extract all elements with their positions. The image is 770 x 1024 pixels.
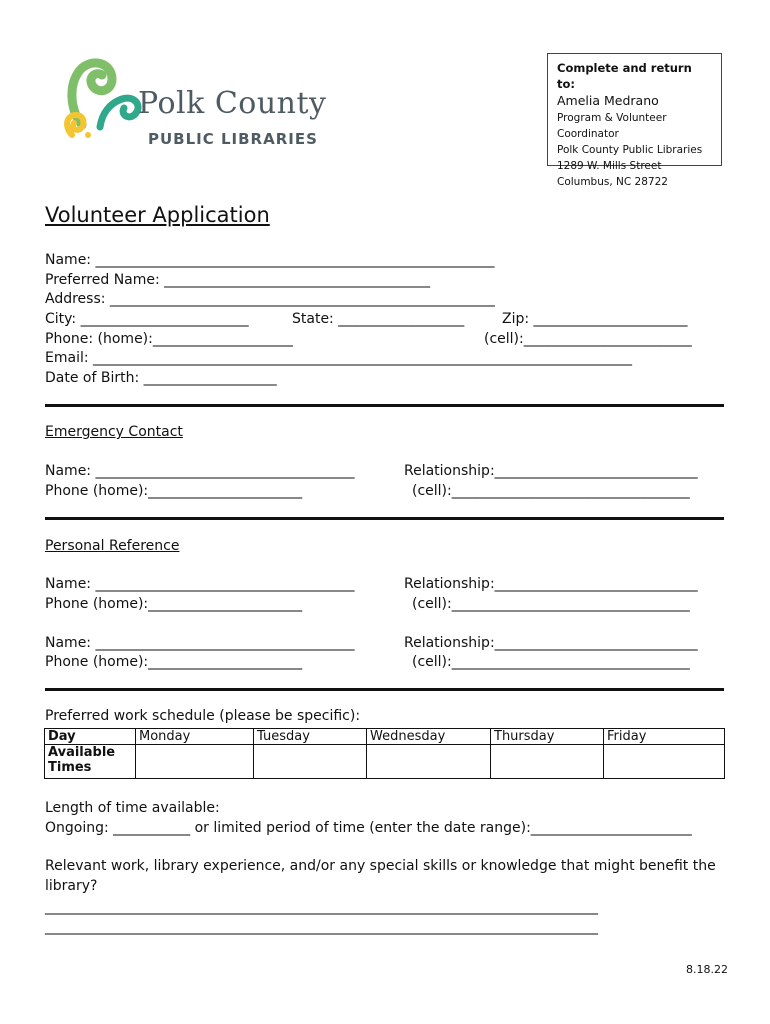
logo-teal-swirl: [100, 98, 138, 127]
email-field[interactable]: Email: _____________________________________________________________________________: [45, 350, 633, 366]
reference-1-phone-home-field[interactable]: Phone (home):______________________: [45, 596, 303, 612]
street-address: 1289 W. Mills Street: [557, 160, 662, 172]
reference-2-name-field[interactable]: Name: _____________________________________: [45, 635, 355, 651]
available-times-label: [45, 745, 136, 779]
reference-2-cell-field[interactable]: (cell):__________________________________: [412, 654, 690, 670]
day-friday: Friday: [604, 729, 725, 745]
emergency-cell-field[interactable]: (cell):__________________________________: [412, 483, 690, 499]
name-field[interactable]: Name: _________________________________________________________: [45, 252, 495, 268]
reference-2-phone-home-field[interactable]: Phone (home):______________________: [45, 654, 303, 670]
available-label: Available: [48, 745, 116, 760]
reference-1-name-field[interactable]: Name: _____________________________________: [45, 576, 355, 592]
return-address-box: [547, 53, 722, 188]
length-of-time-label: Length of time available:: [45, 800, 220, 816]
address-field[interactable]: Address: _______________________________________________________: [45, 291, 495, 307]
form-version: 8.18.22: [686, 963, 728, 976]
length-of-time-field[interactable]: Ongoing: ___________ or limited period of time (enter the date range):_______________________: [45, 820, 692, 836]
section-divider: [45, 688, 724, 691]
day-wednesday: Wednesday: [367, 729, 491, 745]
coordinator-title: Program & Volunteer Coordinator: [557, 112, 667, 140]
times-label: Times: [48, 760, 92, 775]
section-divider: [45, 517, 724, 520]
relevant-experience-question-cont: library?: [45, 878, 98, 894]
return-heading: Complete and return to:: [557, 61, 692, 91]
day-header: Day: [45, 729, 136, 745]
emergency-contact-heading: Emergency Contact: [45, 424, 183, 440]
preferred-name-field[interactable]: Preferred Name: ______________________________________: [45, 272, 431, 288]
day-monday: Monday: [136, 729, 254, 745]
emergency-name-field[interactable]: Name: _____________________________________: [45, 463, 355, 479]
phone-cell-field[interactable]: (cell):________________________: [484, 331, 692, 347]
emergency-relationship-field[interactable]: Relationship:_____________________________: [404, 463, 698, 479]
schedule-table: [44, 728, 725, 779]
monday-times-cell[interactable]: [136, 745, 254, 779]
thursday-times-cell[interactable]: [491, 745, 604, 779]
emergency-phone-home-field[interactable]: Phone (home):______________________: [45, 483, 303, 499]
logo-title: Polk County: [138, 86, 327, 121]
phone-home-field[interactable]: Phone: (home):____________________: [45, 331, 293, 347]
tuesday-times-cell[interactable]: [254, 745, 367, 779]
coordinator-name: Amelia Medrano: [557, 93, 659, 108]
city-state-zip: Columbus, NC 28722: [557, 176, 668, 188]
state-field[interactable]: State: __________________: [292, 311, 465, 327]
section-divider: [45, 404, 724, 407]
form-title: Volunteer Application: [45, 203, 270, 227]
logo-yellow-swirl: [67, 115, 83, 135]
relevant-experience-blank-2[interactable]: _______________________________________________________________________________: [45, 919, 598, 935]
schedule-header-row: [45, 729, 725, 745]
date-of-birth-field[interactable]: Date of Birth: ___________________: [45, 370, 277, 386]
wednesday-times-cell[interactable]: [367, 745, 491, 779]
reference-2-relationship-field[interactable]: Relationship:_____________________________: [404, 635, 698, 651]
day-tuesday: Tuesday: [254, 729, 367, 745]
relevant-experience-blank-1[interactable]: _______________________________________________________________________________: [45, 899, 598, 915]
friday-times-cell[interactable]: [604, 745, 725, 779]
zip-field[interactable]: Zip: ______________________: [502, 311, 688, 327]
city-field[interactable]: City: ________________________: [45, 311, 249, 327]
schedule-label: Preferred work schedule (please be specific):: [45, 708, 361, 724]
reference-1-relationship-field[interactable]: Relationship:_____________________________: [404, 576, 698, 592]
reference-1-cell-field[interactable]: (cell):__________________________________: [412, 596, 690, 612]
organization-name: Polk County Public Libraries: [557, 144, 703, 156]
day-thursday: Thursday: [491, 729, 604, 745]
logo-subtitle: PUBLIC LIBRARIES: [148, 130, 318, 148]
personal-reference-heading: Personal Reference: [45, 538, 180, 554]
available-times-row: [45, 745, 725, 779]
relevant-experience-question: Relevant work, library experience, and/or any special skills or knowledge that might benefit the: [45, 858, 716, 874]
